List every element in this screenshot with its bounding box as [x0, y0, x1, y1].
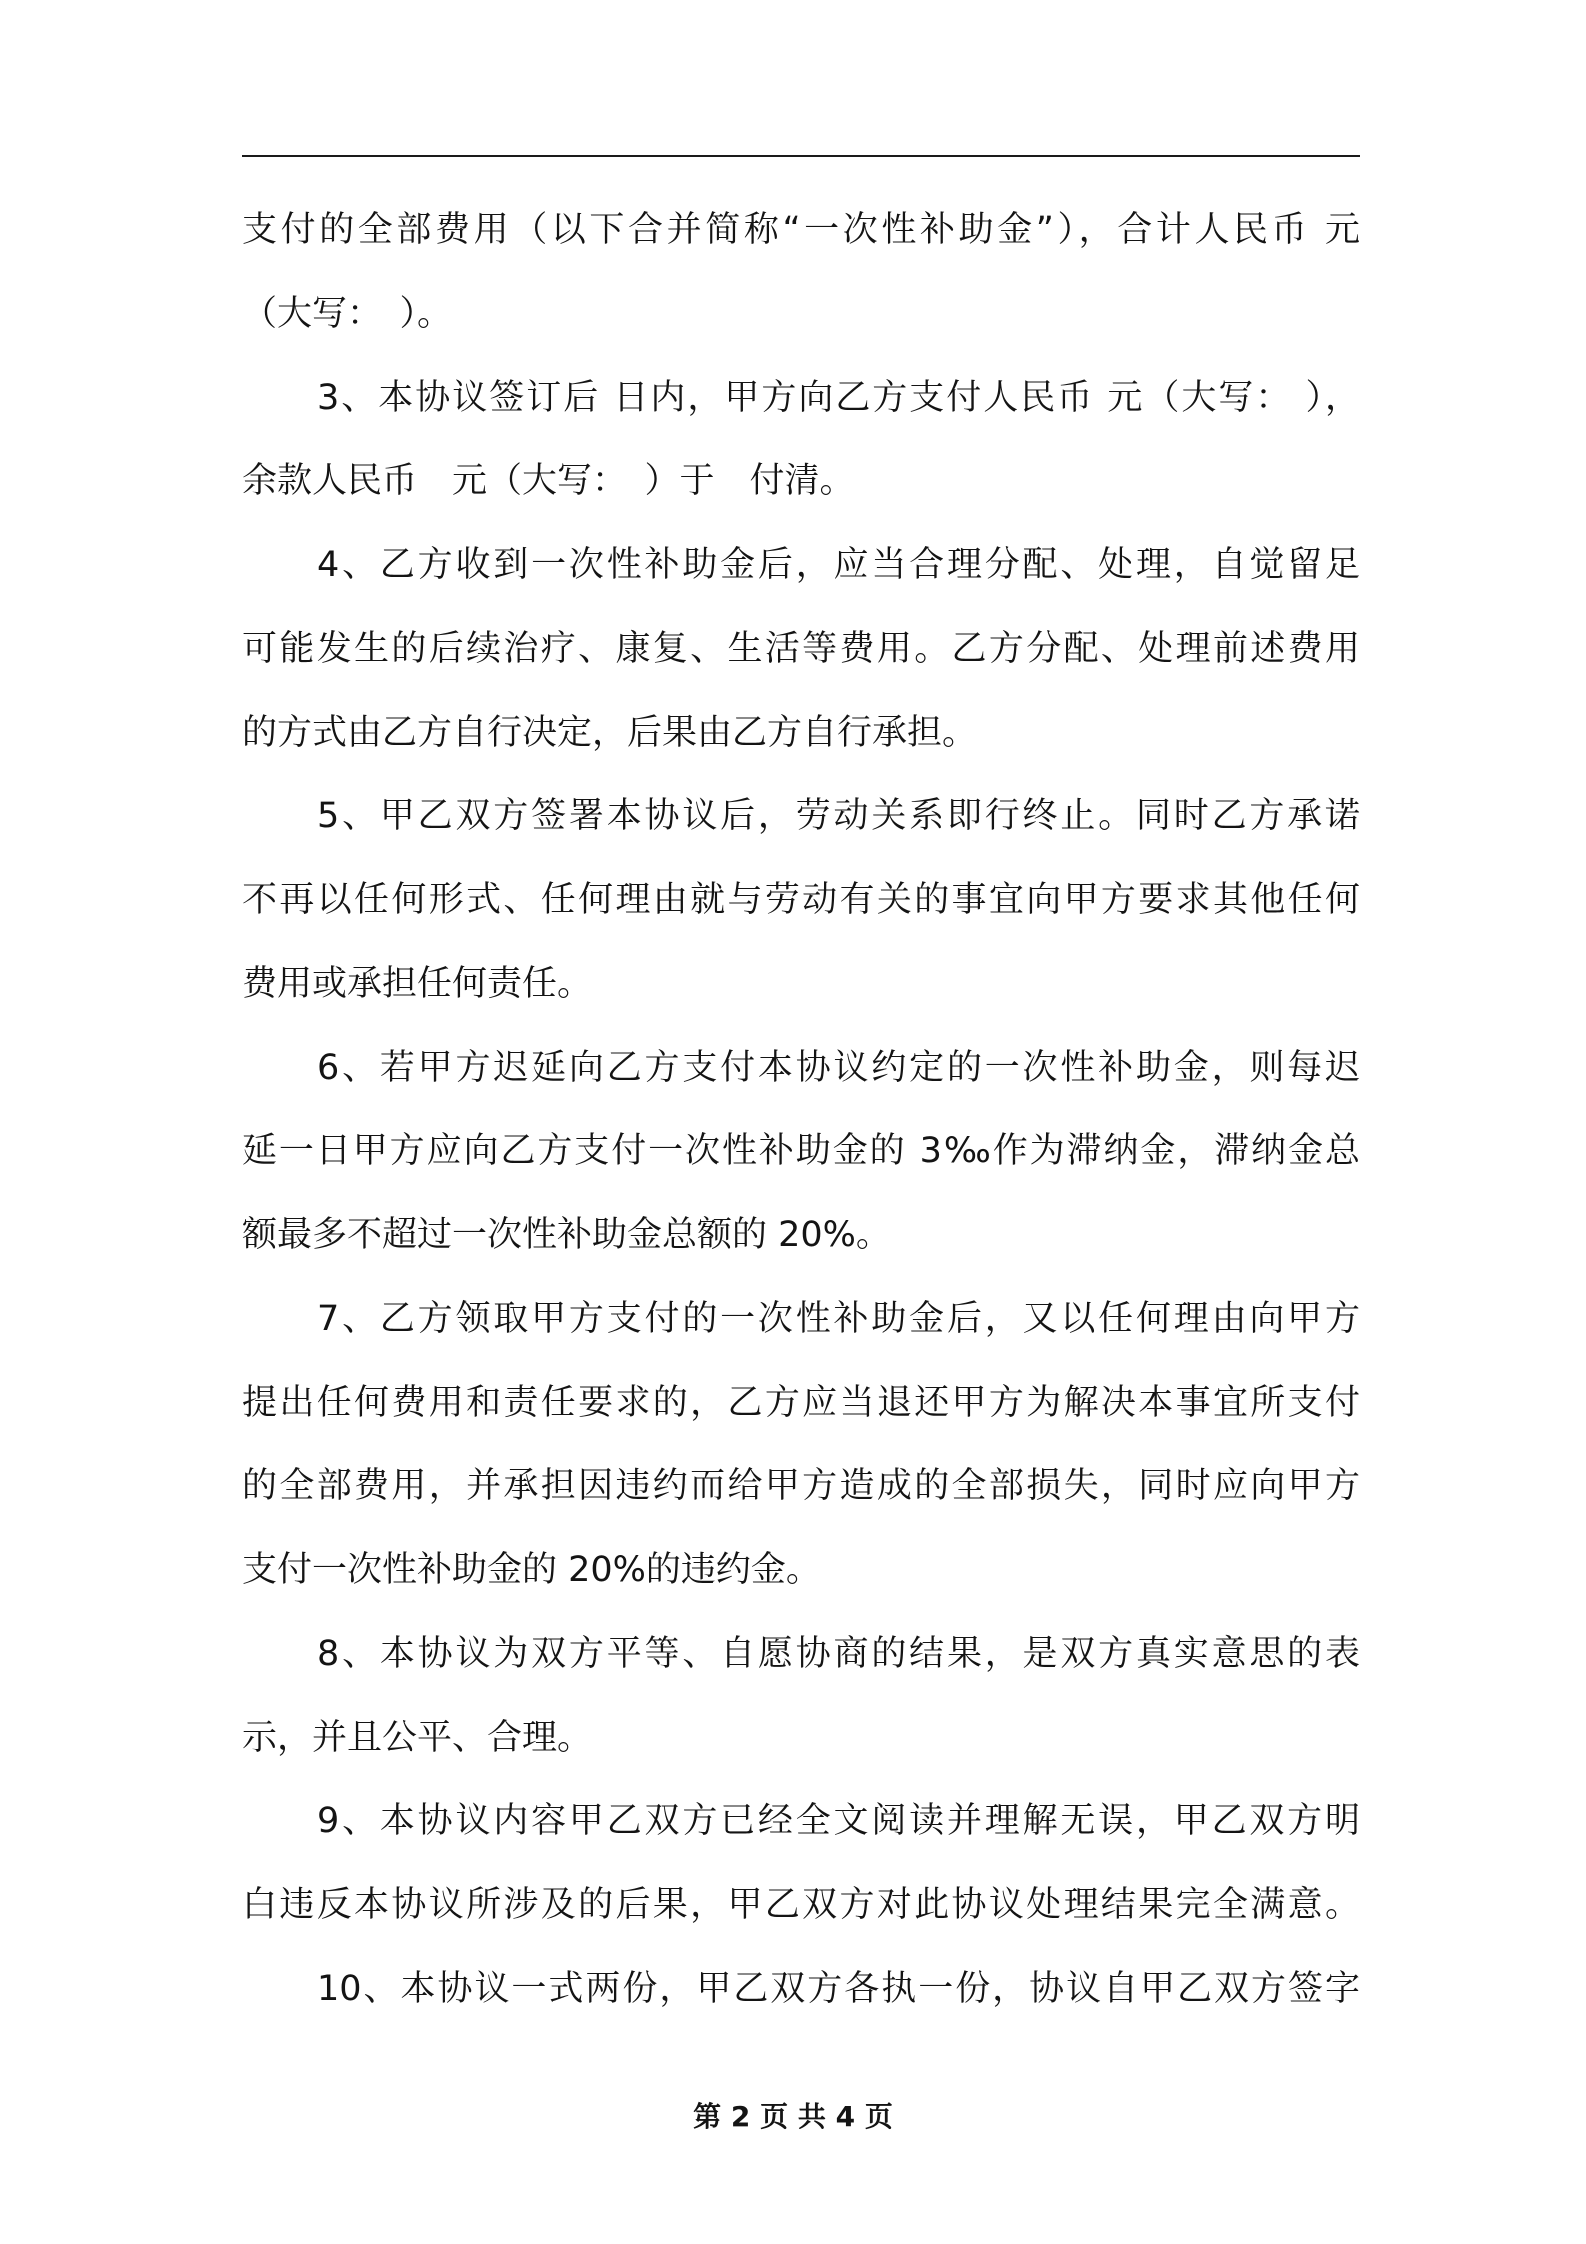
text-line: 支付的全部费用（以下合并简称“一次性补助金”），合计人民币 元	[242, 210, 1360, 250]
paragraph-clause-10	[242, 1948, 1360, 2032]
text-line: 5、甲乙双方签署本协议后，劳动关系即行终止。同时乙方承诺	[317, 796, 1360, 837]
text-line: 延一日甲方应向乙方支付一次性补助金的 3‰作为滞纳金，滞纳金总	[242, 1131, 1360, 1172]
paragraph-clause-8	[242, 1613, 1360, 1781]
text-line: 的全部费用，并承担因违约而给甲方造成的全部损失，同时应向甲方	[242, 1466, 1360, 1507]
text-line: 8、本协议为双方平等、自愿协商的结果，是双方真实意思的表	[317, 1633, 1360, 1674]
text-line: （大写： ）。	[242, 293, 453, 334]
header-rule	[242, 155, 1360, 157]
document-body	[242, 189, 1360, 2032]
text-line: 额最多不超过一次性补助金总额的 20%。	[242, 1215, 891, 1255]
text-line: 提出任何费用和责任要求的，乙方应当退还甲方为解决本事宜所支付	[242, 1382, 1360, 1423]
text-line: 示，并且公平、合理。	[242, 1717, 593, 1758]
paragraph-clause-4	[242, 524, 1360, 775]
paragraph-clause-3	[242, 357, 1360, 525]
text-line: 的方式由乙方自行决定，后果由乙方自行承担。	[242, 712, 978, 753]
page-number-footer: 第 2 页 共 4 页	[693, 2100, 893, 2133]
text-line: 支付一次性补助金的 20%的违约金。	[242, 1550, 821, 1590]
text-line: 3、本协议签订后 日内，甲方向乙方支付人民币 元（大写： ），	[317, 377, 1360, 418]
paragraph-clause-7	[242, 1278, 1360, 1613]
text-line: 9、本协议内容甲乙双方已经全文阅读并理解无误，甲乙双方明	[317, 1801, 1360, 1842]
paragraph-clause-9	[242, 1780, 1360, 1948]
paragraph-clause-6	[242, 1027, 1360, 1278]
paragraph-continued	[242, 189, 1360, 357]
text-line: 6、若甲方迟延向乙方支付本协议约定的一次性补助金，则每迟	[317, 1047, 1360, 1088]
text-line: 费用或承担任何责任。	[242, 963, 593, 1004]
paragraph-clause-5	[242, 775, 1360, 1026]
text-line: 10、本协议一式两份，甲乙双方各执一份，协议自甲乙双方签字	[317, 1968, 1360, 2009]
text-line: 不再以任何形式、任何理由就与劳动有关的事宜向甲方要求其他任何	[242, 880, 1360, 920]
text-line: 4、乙方收到一次性补助金后，应当合理分配、处理，自觉留足	[317, 545, 1360, 585]
text-line: 白违反本协议所涉及的后果，甲乙双方对此协议处理结果完全满意。	[242, 1885, 1360, 1925]
text-line: 余款人民币 元（大写： ）于 付清。	[242, 461, 855, 502]
text-line: 7、乙方领取甲方支付的一次性补助金后，又以任何理由向甲方	[317, 1298, 1360, 1339]
text-line: 可能发生的后续治疗、康复、生活等费用。乙方分配、处理前述费用	[242, 628, 1360, 669]
